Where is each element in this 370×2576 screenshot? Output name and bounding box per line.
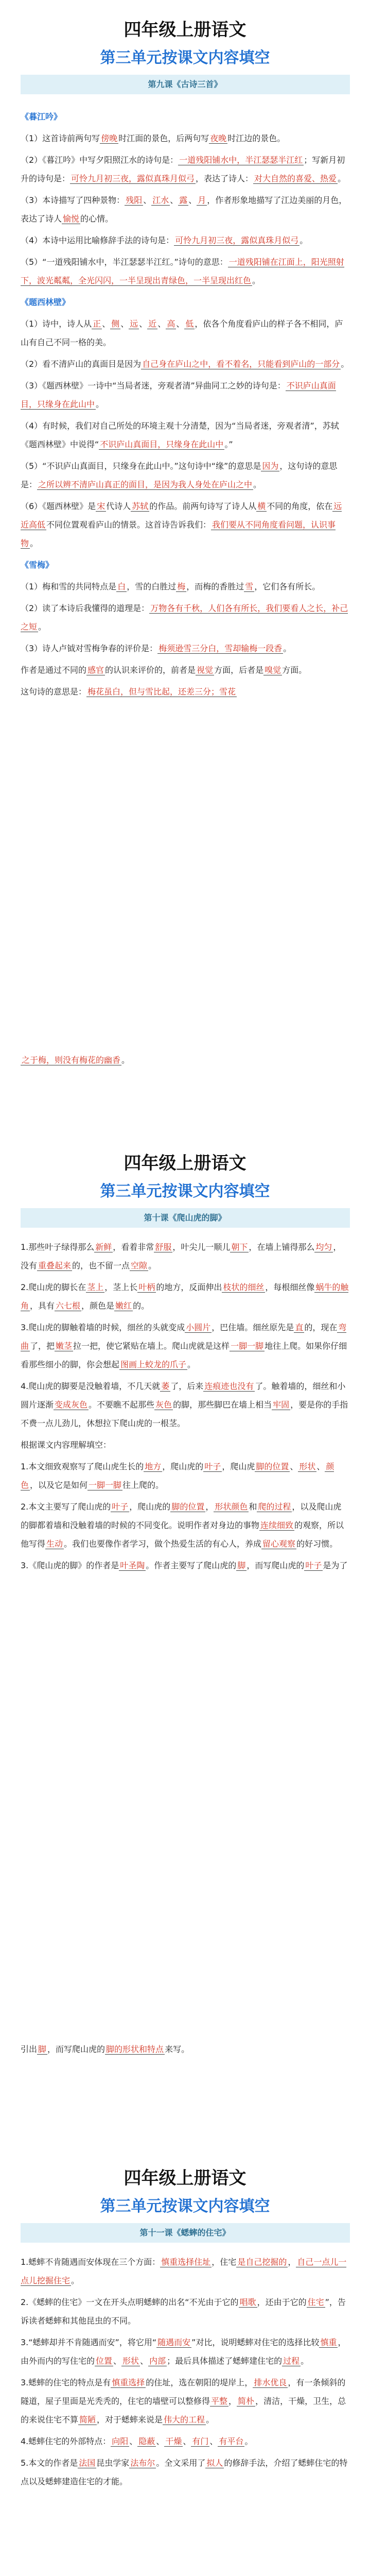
text-run: ，没有 <box>21 1242 342 1270</box>
text-run: ，在墙上铺得那么 <box>249 1242 315 1252</box>
answer-blank: 嗅觉 <box>265 665 281 675</box>
answer-blank: 慎重选择住址 <box>161 2257 211 2267</box>
text-run: ，而写爬山虎的 <box>246 1561 305 1570</box>
text-run: 。 <box>96 399 104 409</box>
text-run: ，而梅的香胜过 <box>186 582 244 591</box>
text-run: 拉一把，使它紧贴在墙上。爬山虎就是这样 <box>73 1341 230 1351</box>
fill-in-item <box>21 1556 349 1575</box>
answer-blank: 萎 <box>161 1381 170 1391</box>
answer-blank: 傍晚 <box>101 133 118 143</box>
answer-blank: 正 <box>93 319 101 329</box>
worksheet-page-2 <box>0 1149 370 1578</box>
answer-blank: 牢固 <box>273 1400 290 1410</box>
answer-blank: 江水 <box>152 195 169 205</box>
answer-blank: 地方 <box>145 1462 162 1471</box>
answer-blank: 蜗牛的触角 <box>21 1282 349 1311</box>
page-1-tail <box>21 1051 350 1070</box>
answer-blank: 侧 <box>111 319 120 329</box>
text-run: 4.爬山虎的脚要是没触着墙，不几天就 <box>21 1381 161 1391</box>
answer-blank: 图画上蛟龙的爪子 <box>120 1360 187 1369</box>
fill-in-item <box>21 151 349 188</box>
answer-blank: 低 <box>185 319 194 329</box>
text-run: 。 <box>253 480 262 489</box>
answer-blank: 愉悦 <box>63 214 80 224</box>
text-run: 1.蟋蟀不肯随遇而安体现在三个方面： <box>21 2257 161 2267</box>
text-run: 。 <box>206 2415 215 2425</box>
fill-in-item <box>21 355 349 374</box>
text-run: 、 <box>129 2436 138 2446</box>
text-run: （3）本诗描写了四种景物： <box>21 195 125 205</box>
text-run: 3.《爬山虎的脚》的作者是 <box>21 1561 119 1570</box>
fill-in-item <box>21 1377 349 1433</box>
text-run: ，每根细丝像 <box>265 1282 315 1292</box>
answer-blank: 夜晚 <box>210 133 227 143</box>
text-run: ，表达了诗人： <box>196 174 254 183</box>
text-run: 3.爬山虎的脚触着墙的时候，细丝的头就变成 <box>21 1323 185 1332</box>
answer-blank: 月 <box>198 195 206 205</box>
text-run: 。 <box>38 622 47 632</box>
answer-blank: 叶子 <box>305 1561 322 1570</box>
text-run: 。 <box>71 2276 80 2285</box>
text-run: （2）《暮江吟》中写夕阳照江水的诗句是： <box>21 155 179 165</box>
answer-blank: 视觉 <box>197 665 214 675</box>
answer-blank: 露 <box>179 195 188 205</box>
text-run: ，颜色是 <box>81 1301 115 1311</box>
answer-blank: 生动 <box>46 1539 63 1549</box>
answer-blank: 弯曲 <box>21 1323 347 1351</box>
text-run: 、 <box>143 195 152 205</box>
fill-in-item <box>21 497 349 553</box>
text-run: 2.本文主要写了爬山虎的 <box>21 1502 111 1512</box>
text-run: 来写。 <box>165 2044 190 2054</box>
text-run: 的心情。 <box>80 214 114 224</box>
text-run: 。 <box>252 276 261 285</box>
answer-blank: 自己身在庐山之中，看不着名，只能看到庐山的一部分 <box>142 359 340 369</box>
text-run: （5）“不识庐山真面目，只缘身在此山中。”这句诗中“缘”的意思是 <box>21 461 261 471</box>
text-run: 。 <box>121 1055 130 1065</box>
fill-in-item <box>21 2454 349 2491</box>
answer-blank: 宋 <box>97 501 105 511</box>
text-run: ，叶尖儿一顺儿 <box>172 1242 231 1252</box>
answer-blank: 残阳 <box>126 195 143 205</box>
page-title: 四年级上册语文 <box>124 20 246 40</box>
answer-blank: 随遇而安 <box>157 2337 191 2347</box>
text-run: 的观察，所以他写得 <box>21 1520 344 1549</box>
text-run: 这句诗的意思是： <box>21 687 87 697</box>
fill-in-item <box>21 1436 349 1454</box>
text-run: ；最后具体描述了蟋蟀建住宅的 <box>167 2356 283 2366</box>
text-run: 、 <box>156 2436 165 2446</box>
answer-blank: 脚 <box>38 2044 47 2054</box>
answer-blank: 茎上 <box>87 1282 104 1292</box>
text-run: 、 <box>120 319 129 329</box>
text-run: 。 <box>244 2436 253 2446</box>
text-run: 3.蟋蟀的住宅的特点是有 <box>21 2378 111 2387</box>
answer-blank: 苏轼 <box>132 501 149 511</box>
fill-in-item <box>21 457 349 494</box>
text-run: 。全文采用了 <box>156 2458 206 2468</box>
text-run: ，住宅 <box>212 2257 237 2267</box>
text-run: ，爬山虎的 <box>129 1502 171 1512</box>
answer-blank: 不识庐山真面目，只缘身在此山中 <box>100 439 224 449</box>
answer-blank: 可怜九月初三夜，露似真珠月似弓 <box>175 235 299 245</box>
text-run: ，作者形象地描写了江边美丽的月色，表达了诗人 <box>21 195 347 224</box>
answer-blank: 对大自然的喜爱、热爱 <box>254 174 337 183</box>
answer-blank: 慎重 <box>320 2337 337 2347</box>
text-run: ， <box>288 2257 296 2267</box>
answer-blank: 脚 <box>237 1561 246 1570</box>
text-run: 的地方，反面伸出 <box>156 1282 222 1292</box>
text-run: 时江边的景色。 <box>227 133 286 143</box>
text-run: ，雪的白胜过 <box>127 582 177 591</box>
answer-blank: 自己一点儿一点儿挖掘住宅 <box>21 2257 347 2285</box>
fill-in-item <box>21 2333 349 2370</box>
answer-blank: 万物各有千秋，人们各有所长，我们要看人之长，补己之短 <box>21 603 348 632</box>
text-run: 引出 <box>21 2044 38 2054</box>
text-run: ，巴住墙。细丝原先是 <box>212 1323 294 1332</box>
poem-heading: 《暮江吟》 <box>21 112 62 122</box>
answer-blank: 一脚一脚 <box>231 1341 264 1351</box>
answer-blank: 梅 <box>177 582 186 591</box>
text-run: ，以及它是如何 <box>30 1480 88 1490</box>
fill-in-item <box>21 2432 349 2451</box>
text-run: 、 <box>102 319 111 329</box>
answer-blank: 住宅 <box>307 2297 324 2307</box>
text-run: ，有一条倾斜的隧道，屋子里面是光秃秃的，住宅的墙壁可以整修得 <box>21 2378 346 2406</box>
answer-blank: 重叠起来 <box>38 1261 72 1270</box>
text-run: 。 <box>30 538 39 548</box>
text-run: 、 <box>170 195 179 205</box>
text-run: 。不要瞧不起那些 <box>89 1400 155 1410</box>
answer-blank: 感官 <box>87 665 104 675</box>
text-run: ”，告诉读者蟋蟀和其他昆虫的不同。 <box>21 2297 346 2326</box>
fill-in-item <box>21 191 349 228</box>
answer-blank: 梅花虽白，但与雪比起，还差三分；雪花 <box>87 687 236 697</box>
answer-blank: 简陋 <box>79 2415 96 2425</box>
fill-in-item <box>21 417 349 454</box>
text-run: ，依各个角度看庐山的样子各不相同，庐山有自己不同一格的美。 <box>21 319 343 347</box>
text-run: （4）有时候，我们对自己所处的环境主观十分清楚，因为“当局者迷，旁观者清”，苏轼《题西林壁》中说得“ <box>21 421 339 449</box>
answer-blank: 隐蔽 <box>138 2436 155 2446</box>
answer-blank: 连痕迹也没有 <box>204 1381 254 1391</box>
answer-blank: 嫩红 <box>115 1301 132 1311</box>
answer-blank: 伟大的工程 <box>164 2415 205 2425</box>
text-run: 。 <box>148 1261 157 1270</box>
text-run: 作者是通过不同的 <box>21 665 87 675</box>
text-run: 。我们也要像作者学习，做个热爱生活的有心人，养成 <box>64 1539 262 1549</box>
answer-blank: 小圆片 <box>186 1323 211 1332</box>
text-run: 。 <box>299 235 308 245</box>
answer-blank: 叶柄 <box>138 1282 155 1292</box>
answer-blank: 脚的位置 <box>256 1462 289 1471</box>
answer-blank: 干燥 <box>165 2436 182 2446</box>
text-run: 、 <box>139 319 148 329</box>
answer-blank: 叶圣陶 <box>120 1561 145 1570</box>
text-run: 昆虫学家 <box>96 2458 130 2468</box>
answer-blank: 脚的位置 <box>171 1502 205 1512</box>
page-content <box>0 94 370 701</box>
fill-in-item <box>21 315 349 352</box>
text-run: 的认识来评价的，前者是 <box>105 665 196 675</box>
answer-blank: 直 <box>295 1323 304 1332</box>
answer-blank: 爬的过程 <box>258 1502 291 1512</box>
answer-blank: 位置 <box>96 2356 113 2366</box>
answer-blank: 形状 <box>122 2356 139 2366</box>
answer-blank: 横 <box>257 501 266 511</box>
text-run: 往上爬的。 <box>122 1480 164 1490</box>
text-run: 代诗人 <box>106 501 131 511</box>
answer-blank: 连续细致 <box>260 1520 294 1530</box>
answer-blank: 近 <box>148 319 157 329</box>
answer-blank: 朝下 <box>231 1242 248 1252</box>
answer-blank: 不识庐山真面目，只缘身在此山中 <box>21 381 336 409</box>
answer-blank: 空隙 <box>131 1261 148 1270</box>
poem-heading: 《题西林壁》 <box>21 297 71 307</box>
answer-blank: 灰色 <box>155 1400 172 1410</box>
answer-blank: 枝状的细丝 <box>223 1282 265 1292</box>
fill-in-item <box>21 2253 349 2290</box>
text-run: 、 <box>290 1462 298 1471</box>
fill-in-item <box>21 1278 349 1315</box>
text-run: 的，现在 <box>304 1323 338 1332</box>
lesson-band: 第十课《爬山虎的脚》 <box>21 1208 350 1228</box>
text-run: （6）《题西林壁》是 <box>21 501 96 511</box>
page-subtitle: 第三单元按课文内容填空 <box>100 1182 270 1200</box>
text-run: 2.《蟋蟀的住宅》一文在开头点明蟋蟀的出名“不光由于它的 <box>21 2297 239 2307</box>
answer-blank: 远近高低 <box>21 501 342 530</box>
answer-blank: 白 <box>117 582 126 591</box>
text-run: ，对于蟋蟀来说是 <box>97 2415 163 2425</box>
text-run: （3）《题西林壁》一诗中“当局者迷，旁观者清”异曲同工之妙的诗句是： <box>21 381 286 391</box>
answer-blank: 一道残阳铺在江面上，阳光照射下，波光粼粼，全光闪闪，一半呈现出青绿色，一半呈现出红色 <box>21 257 344 285</box>
answer-blank: 可怜九月初三夜，露似真珠月似弓 <box>71 174 195 183</box>
text-run: 不同位置观看庐山的情景。这首诗告诉我们： <box>46 520 212 530</box>
text-run: 、 <box>140 2356 149 2366</box>
lesson-band: 第十一课《蟋蟀的住宅》 <box>21 2223 350 2243</box>
text-run: 1.本文细致观察写了爬山虎生长的 <box>21 1462 144 1471</box>
text-run: ，要是你的手指不费一点儿劲儿，休想拉下爬山虎的一根茎。 <box>21 1400 348 1428</box>
text-run: 的脚，那些脚巴在墙上相当 <box>173 1400 272 1410</box>
text-run: ，它们各有所长。 <box>254 582 321 591</box>
text-run: 的住址，选在朝阳的堤岸上， <box>146 2378 253 2387</box>
text-run: ，爬山虎的 <box>162 1462 204 1471</box>
answer-blank: 形状颜色 <box>215 1502 248 1512</box>
text-run: 。” <box>224 439 233 449</box>
answer-blank: 高 <box>167 319 175 329</box>
answer-blank: 新鲜 <box>95 1242 112 1252</box>
answer-blank: 脚的形状和特点 <box>106 2044 164 2054</box>
answer-blank: 梅须逊雪三分白，雪却输梅一段香 <box>158 643 283 653</box>
text-run: 。 <box>283 643 292 653</box>
fill-in-item <box>21 683 349 701</box>
answer-blank: 唱歌 <box>239 2297 256 2307</box>
fill-in-item <box>21 2293 349 2330</box>
text-run: 的修辞手法，介绍了蟋蟀住宅的特点以及蟋蟀建造住宅的才能。 <box>21 2458 348 2486</box>
text-run: 。 <box>338 174 346 183</box>
answer-blank: 向阳 <box>112 2436 129 2446</box>
fill-in-item <box>21 661 349 680</box>
page-content <box>0 2243 370 2491</box>
text-run: （5）“一道残阳铺水中，半江瑟瑟半江红。”诗句的意思： <box>21 257 228 267</box>
answer-blank: 我们要从不同角度看问题，认识事物 <box>21 520 336 548</box>
text-run: 、 <box>176 319 185 329</box>
fill-in-item <box>21 253 349 290</box>
answer-blank: 一脚一脚 <box>89 1480 122 1490</box>
answer-blank: 变成灰色 <box>55 1400 88 1410</box>
text-run: ，这句诗的意思是： <box>21 461 338 489</box>
text-run: ， <box>205 1502 214 1512</box>
text-run: 了，后来 <box>170 1381 204 1391</box>
text-run: 方面，后者是 <box>214 665 264 675</box>
fill-in-item <box>21 1238 349 1275</box>
lesson-band: 第九课《古诗三首》 <box>21 75 350 94</box>
text-run: 是为了 <box>323 1561 348 1570</box>
text-run: ，而写爬山虎的 <box>47 2044 105 2054</box>
fill-in-item <box>21 231 349 250</box>
text-run: 方面。 <box>282 665 307 675</box>
text-run: （1）梅和雪的共同特点是 <box>21 582 117 591</box>
answer-blank: 慎重选择 <box>112 2378 145 2387</box>
answer-blank: 因为 <box>262 461 279 471</box>
text-run: ，由外而内的写住宅的 <box>21 2337 346 2366</box>
page-2-tail <box>21 2040 350 2059</box>
page-title: 四年级上册语文 <box>124 1153 246 1174</box>
fill-in-item <box>21 1318 349 1374</box>
text-run: 不同的角度，依在 <box>267 501 333 511</box>
fill-in-item <box>21 1498 349 1553</box>
text-run: （2）读了本诗后我懂得的道理是： <box>21 603 150 613</box>
text-run: 2.爬山虎的脚长在 <box>21 1282 86 1292</box>
text-run: 1.那些叶子绿得那么 <box>21 1242 95 1252</box>
text-run: 和 <box>249 1502 257 1512</box>
answer-blank: 叶子 <box>204 1462 221 1471</box>
text-run: 。 <box>187 1360 196 1369</box>
answer-blank: 留心观察 <box>262 1539 296 1549</box>
text-run: 地往上爬。如果你仔细看那些细小的脚，你会想起 <box>21 1341 347 1369</box>
text-run: 了，把 <box>30 1341 55 1351</box>
page-content <box>0 1228 370 1575</box>
answer-blank: 之所以辨不清庐山真正的面目，是因为我人身处在庐山之中 <box>38 480 253 489</box>
text-run: 5.本文的作者是 <box>21 2458 78 2468</box>
fill-in-item <box>21 129 349 148</box>
text-run: 的。 <box>133 1301 150 1311</box>
text-run: 、 <box>316 1462 325 1471</box>
answer-blank: 一道残阳铺水中，半江瑟瑟半江红 <box>179 155 303 165</box>
page-subtitle: 第三单元按课文内容填空 <box>100 49 270 67</box>
page-subtitle: 第三单元按课文内容填空 <box>100 2197 270 2215</box>
text-run: ，具有 <box>30 1301 55 1311</box>
answer-blank: 形状 <box>299 1462 316 1471</box>
answer-blank: 平整 <box>211 2396 228 2406</box>
text-run: ，爬山虎 <box>222 1462 255 1471</box>
answer-blank: 法布尔 <box>130 2458 155 2468</box>
text-run: ，清洁，干燥，卫生，总的来说住宅不算 <box>21 2396 346 2425</box>
answer-blank: 有门 <box>192 2436 209 2446</box>
fill-in-item <box>21 2374 349 2429</box>
text-run: 。 <box>341 359 349 369</box>
text-run: ，以及爬山虎的脚都着墙和没触着墙的时候的不同变化。说明作者对身边的事物 <box>21 1502 342 1530</box>
answer-blank: 之于梅，则没有梅花的幽香 <box>22 1055 121 1065</box>
text-run: 根据课文内容理解填空： <box>21 1440 112 1450</box>
text-run: ，茎上长 <box>104 1282 138 1292</box>
text-run: （3）诗人卢钺对雪梅争春的评价是： <box>21 643 158 653</box>
text-run: （4）本诗中运用比喻修辞手法的诗句是： <box>21 235 174 245</box>
worksheet-page-1 <box>0 15 370 704</box>
answer-blank: 叶子 <box>112 1502 129 1512</box>
text-run: 3.“蟋蟀却并不肯随遇而安”，将它用“ <box>21 2337 157 2347</box>
text-run: 的，也不留一点 <box>72 1261 130 1270</box>
text-run: （2）看不清庐山的真面目是因为 <box>21 359 142 369</box>
text-run: 了。触着墙的，细丝和小圆片逐渐 <box>21 1381 346 1410</box>
text-run: 。作者主要写了爬山虎的 <box>146 1561 237 1570</box>
answer-blank: 过程 <box>283 2356 300 2366</box>
text-run: 的好习惯。 <box>296 1539 338 1549</box>
text-run: 时江面的景色，后两句写 <box>118 133 209 143</box>
fill-in-item <box>21 599 349 636</box>
page-title: 四年级上册语文 <box>124 2168 246 2189</box>
answer-blank: 颜色 <box>21 1462 334 1490</box>
answer-blank: 简朴 <box>238 2396 255 2406</box>
text-run: 。 <box>301 2356 309 2366</box>
poem-heading: 《雪梅》 <box>21 560 54 570</box>
text-run: 、 <box>188 195 197 205</box>
fill-in-item <box>21 578 349 596</box>
text-run: 的作品。前两句诗写了诗人从 <box>149 501 257 511</box>
text-run: ，还由于它的 <box>257 2297 307 2307</box>
text-run: ，看着非常 <box>113 1242 154 1252</box>
answer-blank: 远 <box>130 319 138 329</box>
text-run: 、 <box>209 2436 218 2446</box>
answer-blank: 六七根 <box>56 1301 81 1311</box>
answer-blank: 法国 <box>79 2458 96 2468</box>
text-run: （1）诗中，诗人从 <box>21 319 92 329</box>
fill-in-item <box>21 639 349 658</box>
text-run: ”对比，说明蟋蟀对住宅的选择比较 <box>191 2337 320 2347</box>
answer-blank: 均匀 <box>315 1242 332 1252</box>
answer-blank: 嫩茎 <box>56 1341 73 1351</box>
fill-in-item <box>21 1458 349 1495</box>
text-run: 、 <box>113 2356 122 2366</box>
answer-blank: 舒服 <box>155 1242 172 1252</box>
text-run: ， <box>228 2396 237 2406</box>
text-run: 、 <box>183 2436 191 2446</box>
answer-blank: 排水优良 <box>254 2378 287 2387</box>
worksheet-page-3 <box>0 2164 370 2494</box>
answer-blank: 内部 <box>149 2356 166 2366</box>
answer-blank: 有平台 <box>219 2436 244 2446</box>
text-run: 、 <box>157 319 166 329</box>
text-run: （1）这首诗前两句写 <box>21 133 100 143</box>
text-run: 4.蟋蟀住宅的外部特点： <box>21 2436 111 2446</box>
answer-blank: 是自己挖掘的 <box>237 2257 287 2267</box>
answer-blank: 雪 <box>245 582 254 591</box>
answer-blank: 拟人 <box>206 2458 223 2468</box>
fill-in-item <box>21 377 349 414</box>
text-run: ；写新月初升的诗句是： <box>21 155 345 183</box>
